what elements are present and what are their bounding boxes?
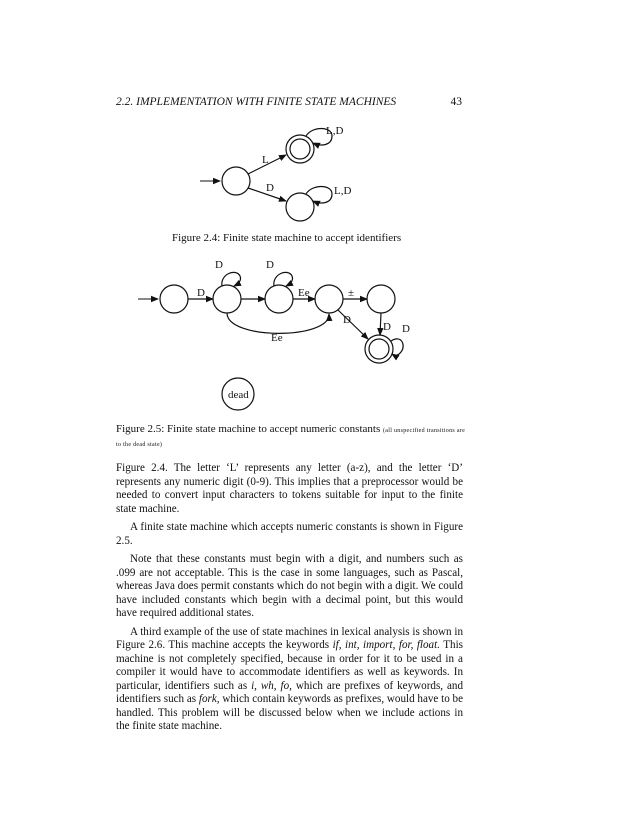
state-4 — [315, 285, 343, 313]
loop-state-3 — [274, 272, 293, 286]
label-dead: dead — [228, 389, 249, 401]
paragraph-2: A finite state machine which accepts numeric constants is shown in Figure 2.5. — [116, 521, 463, 547]
state-3 — [265, 285, 293, 313]
trans-2-4-arc — [227, 313, 329, 333]
figure-2-4-diagram — [190, 118, 380, 228]
start-state — [222, 167, 250, 195]
figure-2-5-caption — [116, 423, 466, 451]
label-pm: ± — [348, 287, 355, 299]
paragraph-3: Note that these constants must begin with a digit, and numbers such as .099 are not acceptable. This is the case in some languages, such as Pascal, whereas Java does permit constants which do not begin with a digit. We could have included constants which begin with a decimal point, but this would have required additional states. — [116, 553, 463, 619]
label-loop-2: D — [215, 259, 223, 271]
label-d-loop: D — [402, 323, 410, 335]
paragraph-4: A third example of the use of state machines in lexical analysis is shown in Figure 2.6. This machine accepts the keywords if, int, import, for, float. This machine is not completely specified, because in order for it to be used in a compiler it would have to accommodate identifiers as well as keywords. In particular, identifiers such as i, wh, fo, which are prefixes of keywords, and identifiers such as fork, which contain keywords as prefixes, would have to be handled. This problem will be discussed below when we include actions in the finite state machine. — [116, 625, 464, 732]
label-d-down: D — [383, 321, 391, 333]
label-loop-3: D — [266, 259, 274, 271]
label-loop-accept: L,D — [326, 125, 344, 137]
loop-state-2 — [222, 272, 241, 286]
state-2 — [213, 285, 241, 313]
figure-2-4-caption: Figure 2.4: Finite state machine to accept identifiers — [172, 232, 402, 244]
label-l: L — [262, 154, 269, 166]
loop-other — [306, 187, 332, 203]
body-text — [116, 462, 463, 739]
label-ee-top: Ee — [298, 287, 310, 299]
running-header — [116, 96, 462, 112]
label-d-1: D — [197, 287, 205, 299]
paragraph-1: Figure 2.4. The letter ‘L’ represents any letter (a-z), and the letter ‘D’ represents any numeric digit (0-9). This implies that a preprocessor would be needed to convert input characters to tokens suitable for input to the finite state machine. — [116, 462, 463, 515]
header-title: 2.2. IMPLEMENTATION WITH FINITE STATE MACHINES — [116, 96, 397, 108]
figure-2-5-diagram — [130, 250, 430, 410]
label-d-diag: D — [343, 314, 351, 326]
figure-2-5-caption-main: Figure 2.5: Finite state machine to accept numeric constants — [116, 423, 383, 435]
label-d: D — [266, 182, 274, 194]
other-state — [286, 193, 314, 221]
figure-2-5-caption-note: (all unspecified transitions are to the dead state) — [116, 428, 466, 448]
state-5 — [367, 285, 395, 313]
page-number: 43 — [450, 96, 462, 108]
trans-5-accept — [380, 313, 381, 335]
label-loop-other: L,D — [334, 185, 352, 197]
label-ee-bottom: Ee — [271, 332, 283, 344]
state-1 — [160, 285, 188, 313]
